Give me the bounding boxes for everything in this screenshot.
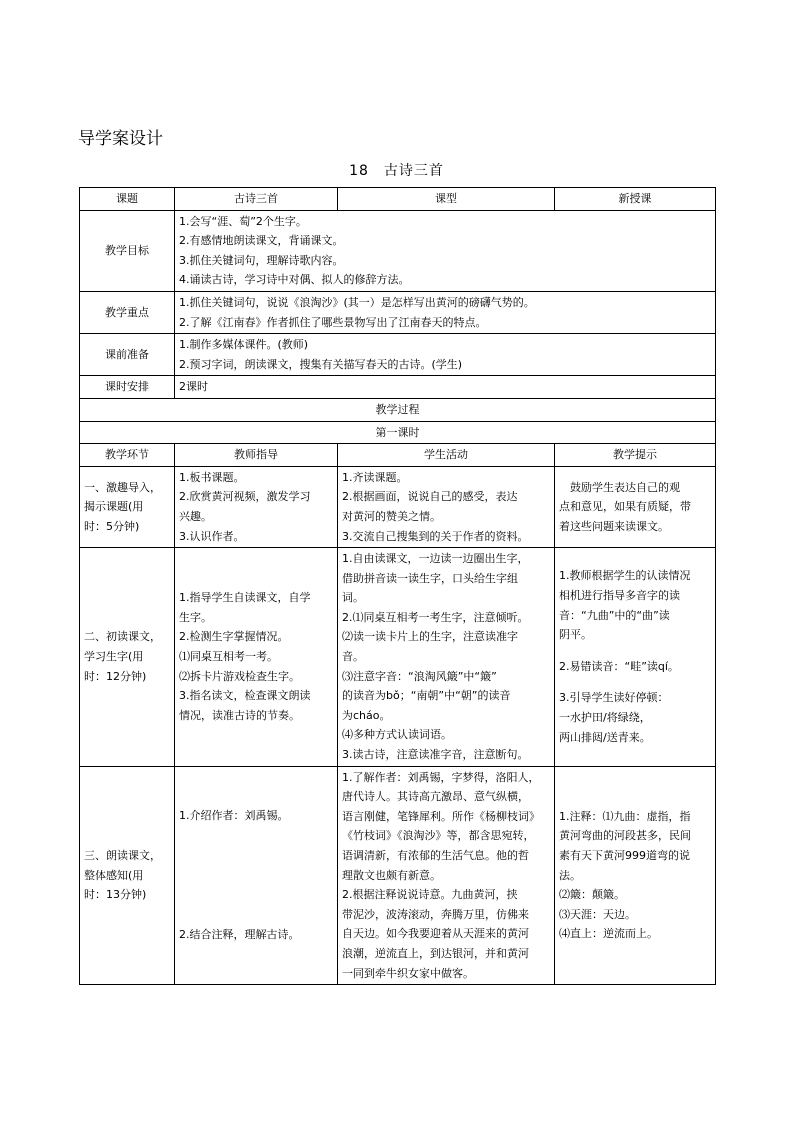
student-line: 自天边。如今我要迎着从天涯来的黄河: [342, 927, 529, 941]
student-line: 2.根据画面，说说自己的感受，表达: [342, 490, 518, 504]
prep-content: [175, 334, 716, 376]
student-line: 2.根据注释说说诗意。九曲黄河，挟: [342, 888, 518, 902]
stage-line: 一、激趣导入，: [84, 480, 161, 494]
focus-line: 1.抓住关键词句，说说《浪淘沙》(其一）是怎样写出黄河的磅礴气势的。: [179, 295, 535, 309]
focus-label: 教学重点: [80, 291, 175, 333]
student-line: 浪潮，逆流直上，到达银河，并和黄河: [342, 946, 529, 960]
student-cell: [338, 466, 555, 547]
prep-line: 2.预习字词，朗读课文，搜集有关描写春天的古诗。(学生): [179, 357, 463, 371]
tips-line: 音：“九曲”中的“曲”读: [559, 608, 670, 622]
prep-line: 1.制作多媒体课件。(教师): [179, 338, 309, 352]
student-line: ⑷多种方式认读词语。: [342, 728, 452, 742]
teacher-line: ⑴同桌互相考一考。: [179, 650, 278, 664]
tips-line: 阴平。: [559, 628, 592, 642]
student-line: 3.读古诗，注意读准字音，注意断句。: [342, 748, 529, 762]
step-row: [80, 548, 716, 767]
tips-line: ⑶天涯：天边。: [559, 907, 636, 921]
teacher-line: 3.认识作者。: [179, 529, 245, 543]
tips-line: 一水护田/将绿绕，: [559, 711, 651, 725]
student-line: 对黄河的赞美之情。: [342, 509, 441, 523]
tips-cell: [555, 548, 716, 767]
teacher-line: 2.结合注释，理解古诗。: [179, 927, 300, 941]
column-header: 教学提示: [555, 444, 716, 467]
student-line: 语言刚健，笔锋犀利。所作《杨柳枝词》: [342, 809, 540, 823]
teacher-line: 2.欣赏黄河视频，激发学习: [179, 490, 311, 504]
tips-line: 相机进行指导多音字的读: [559, 589, 680, 603]
student-line: 带泥沙，波涛滚动，奔腾万里，仿佛来: [342, 907, 529, 921]
goals-row: [80, 210, 716, 291]
tips-line: 2.易错读音：“畦”读qí。: [559, 659, 679, 673]
student-line: ⑶注意字音：“浪淘风簸”中“簸”: [342, 669, 497, 683]
goals-label: 教学目标: [80, 210, 175, 291]
process-title-row: [80, 398, 716, 421]
column-header-row: [80, 444, 716, 467]
stage-cell: [80, 548, 175, 767]
type-value: 新授课: [555, 188, 716, 211]
tips-line: 3.引导学生读好停顿：: [559, 691, 669, 705]
teacher-line: 情况，读准古诗的节奏。: [179, 708, 300, 722]
tips-line: ⑵簸：颠簸。: [559, 888, 625, 902]
goal-line: 3.抓住关键词句，理解诗歌内容。: [179, 253, 344, 267]
student-line: 借助拼音读一读生字，口头给生字组: [342, 571, 518, 585]
teacher-line: 3.指名读文，检查课文朗读: [179, 689, 311, 703]
process-title: 教学过程: [80, 398, 716, 421]
focus-content: [175, 291, 716, 333]
student-line: 1.自由读课文，一边读一边圈出生字，: [342, 552, 529, 566]
stage-line: 学习生字(用: [84, 650, 144, 664]
student-cell: [338, 766, 555, 985]
student-line: 1.齐读课题。: [342, 470, 408, 484]
goal-line: 1.会写“涯、萄”2个生字。: [179, 214, 307, 228]
spacer: [559, 645, 711, 657]
tips-line: 素有天下黄河999道弯的说: [559, 849, 690, 862]
teacher-line: ⑵拆卡片游戏检查生字。: [179, 669, 300, 683]
type-label: 课型: [338, 188, 555, 211]
teacher-line: 生字。: [179, 610, 212, 624]
tips-cell: [555, 466, 716, 547]
topic-value: 古诗三首: [175, 188, 338, 211]
step-row: [80, 766, 716, 985]
tips-line: 1.注释：⑴九曲：虚指，指: [559, 809, 691, 823]
student-line: 一同到牵牛织女家中做客。: [342, 966, 474, 980]
document-heading: 导学案设计: [78, 129, 163, 149]
lesson-plan-table: [79, 187, 716, 985]
step-row: [80, 466, 716, 547]
student-line: 《竹枝词》《浪淘沙》等，都含思宛转，: [342, 829, 535, 843]
student-line: 2.⑴同桌互相考一考生字，注意倾听。: [342, 610, 529, 624]
focus-row: [80, 291, 716, 333]
student-line: 语调清新，有浓郁的生活气息。他的哲: [342, 849, 529, 862]
stage-line: 整体感知(用: [84, 868, 144, 882]
teacher-line: 2.检测生字掌握情况。: [179, 630, 289, 644]
hours-row: [80, 376, 716, 399]
prep-label: 课前准备: [80, 334, 175, 376]
focus-line: 2.了解《江南春》作者抓住了哪些景物写出了江南春天的特点。: [179, 315, 487, 329]
tips-line: 黄河弯曲的河段甚多，民间: [559, 829, 691, 843]
column-header: 教师指导: [175, 444, 338, 467]
spacer: [559, 676, 711, 688]
hours-label: 课时安排: [80, 376, 175, 399]
teacher-cell: [175, 766, 338, 985]
student-line: 为cháo。: [342, 708, 391, 722]
prep-row: [80, 334, 716, 376]
student-line: 词。: [342, 591, 364, 605]
teacher-cell: [175, 548, 338, 767]
stage-line: 时：13分钟): [84, 888, 147, 902]
stage-line: 时：5分钟): [84, 519, 140, 533]
student-line: 的读音为bǒ；“南朝”中“朝”的读音: [342, 689, 511, 703]
teacher-line: 1.指导学生自读课文，自学: [179, 591, 311, 605]
stage-line: 揭示课题(用: [84, 500, 144, 514]
student-line: 3.交流自己搜集到的关于作者的资料。: [342, 529, 529, 543]
student-line: 唐代诗人。其诗高亢激昂、意气纵横，: [342, 790, 529, 804]
lesson-title: 18 古诗三首: [349, 163, 444, 179]
stage-line: 二、初读课文，: [84, 630, 161, 644]
student-line: 音。: [342, 650, 364, 664]
goal-line: 4.诵读古诗，学习诗中对偶、拟人的修辞方法。: [179, 273, 410, 287]
tips-line: 1.教师根据学生的认读情况: [559, 569, 691, 583]
topic-label: 课题: [80, 188, 175, 211]
student-line: ⑵读一读卡片上的生字，注意读准字: [342, 630, 518, 644]
topic-row: [80, 188, 716, 211]
teacher-line: 兴趣。: [179, 509, 212, 523]
tips-cell: [555, 766, 716, 985]
student-cell: [338, 548, 555, 767]
tips-line: 着这些问题来读课文。: [559, 519, 669, 533]
tips-line: 点和意见，如果有质疑，带: [559, 500, 691, 514]
teacher-cell: [175, 466, 338, 547]
tips-line: ⑷直上：逆流而上。: [559, 927, 658, 941]
stage-line: 三、朗读课文，: [84, 849, 161, 862]
period-title: 第一课时: [80, 421, 716, 444]
column-header: 学生活动: [338, 444, 555, 467]
stage-cell: [80, 466, 175, 547]
tips-line: 鼓励学生表达自己的观: [559, 480, 680, 494]
tips-line: 法。: [559, 868, 581, 882]
hours-value: 2课时: [175, 376, 716, 399]
stage-line: 时：12分钟): [84, 669, 147, 683]
stage-cell: [80, 766, 175, 985]
column-header: 教学环节: [80, 444, 175, 467]
student-line: 1.了解作者：刘禹锡，字梦得，洛阳人，: [342, 770, 540, 784]
teacher-line: 1.板书课题。: [179, 470, 245, 484]
teacher-line: 1.介绍作者：刘禹锡。: [179, 809, 289, 823]
tips-line: 两山排闼/送青来。: [559, 730, 651, 744]
goal-line: 2.有感情地朗读课文，背诵课文。: [179, 234, 344, 248]
student-line: 理散文也颇有新意。: [342, 868, 441, 882]
goals-content: [175, 210, 716, 291]
period-title-row: [80, 421, 716, 444]
